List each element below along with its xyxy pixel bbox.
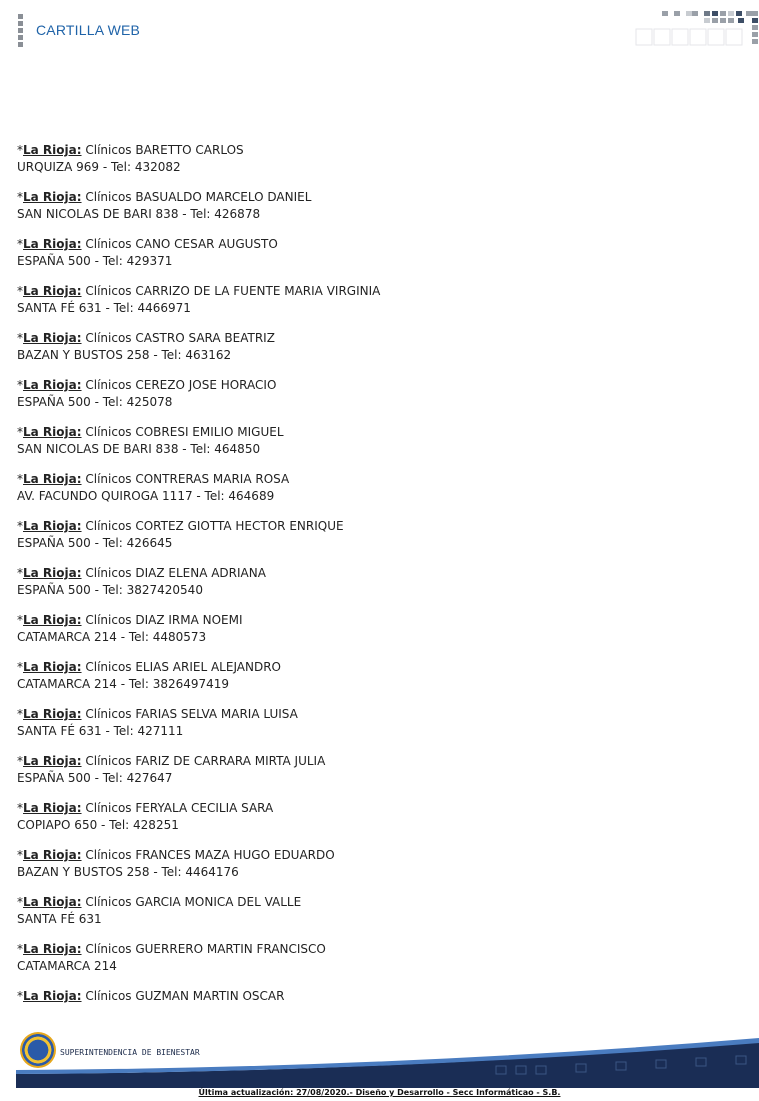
list-item	[17, 659, 737, 693]
entry-address: ESPAÑA 500 - Tel: 429371	[17, 254, 173, 268]
footer-org-name: SUPERINTENDENCIA DE BIENESTAR	[60, 1048, 200, 1057]
entry-address: BAZAN Y BUSTOS 258 - Tel: 4464176	[17, 865, 239, 879]
header-bar-icon	[18, 14, 23, 47]
entry-location: La Rioja:	[23, 519, 82, 533]
entry-name: Clínicos CARRIZO DE LA FUENTE MARIA VIRGINIA	[85, 284, 381, 298]
list-item	[17, 377, 737, 411]
entry-address: ESPAÑA 500 - Tel: 426645	[17, 536, 173, 550]
entry-address: ESPAÑA 500 - Tel: 427647	[17, 771, 173, 785]
list-item	[17, 565, 737, 599]
entry-name: Clínicos CONTRERAS MARIA ROSA	[85, 472, 290, 486]
entry-address: SAN NICOLAS DE BARI 838 - Tel: 426878	[17, 207, 261, 221]
entry-location: La Rioja:	[23, 989, 82, 1003]
entry-title-line: *La Rioja: Clínicos CONTRERAS MARIA ROSA	[17, 472, 290, 486]
entry-name: Clínicos GUZMAN MARTIN OSCAR	[85, 989, 285, 1003]
superintendencia-logo-icon	[20, 1032, 56, 1068]
entry-address: CATAMARCA 214 - Tel: 3826497419	[17, 677, 230, 691]
entry-address: SAN NICOLAS DE BARI 838 - Tel: 464850	[17, 442, 261, 456]
list-item	[17, 518, 737, 552]
entry-location: La Rioja:	[23, 801, 82, 815]
entry-address: BAZAN Y BUSTOS 258 - Tel: 463162	[17, 348, 232, 362]
entry-location: La Rioja:	[23, 331, 82, 345]
entry-location: La Rioja:	[23, 143, 82, 157]
entry-address: AV. FACUNDO QUIROGA 1117 - Tel: 464689	[17, 489, 275, 503]
entry-name: Clínicos FERYALA CECILIA SARA	[85, 801, 274, 815]
entry-title-line: *La Rioja: Clínicos GARCIA MONICA DEL VALLE	[17, 895, 302, 909]
entry-address: CATAMARCA 214 - Tel: 4480573	[17, 630, 207, 644]
entry-name: Clínicos CEREZO JOSE HORACIO	[85, 378, 277, 392]
entry-address: SANTA FÉ 631	[17, 912, 102, 926]
entry-title-line: *La Rioja: Clínicos FARIAS SELVA MARIA LUISA	[17, 707, 298, 721]
entry-name: Clínicos DIAZ IRMA NOEMI	[85, 613, 243, 627]
list-item	[17, 471, 737, 505]
entry-location: La Rioja:	[23, 425, 82, 439]
entry-title-line: *La Rioja: Clínicos BARETTO CARLOS	[17, 143, 244, 157]
entry-name: Clínicos BARETTO CARLOS	[85, 143, 244, 157]
list-item	[17, 612, 737, 646]
list-item	[17, 142, 737, 176]
entry-title-line: *La Rioja: Clínicos FERYALA CECILIA SARA	[17, 801, 274, 815]
list-item	[17, 283, 737, 317]
entry-location: La Rioja:	[23, 378, 82, 392]
entry-location: La Rioja:	[23, 707, 82, 721]
entry-title-line: *La Rioja: Clínicos CORTEZ GIOTTA HECTOR ENRIQUE	[17, 519, 344, 533]
grid-decoration-icon	[634, 11, 759, 47]
entry-location: La Rioja:	[23, 190, 82, 204]
entry-title-line: *La Rioja: Clínicos CEREZO JOSE HORACIO	[17, 378, 277, 392]
entry-location: La Rioja:	[23, 472, 82, 486]
entry-title-line: *La Rioja: Clínicos CARRIZO DE LA FUENTE MARIA VIRGINIA	[17, 284, 381, 298]
entry-title-line: *La Rioja: Clínicos FARIZ DE CARRARA MIRTA JULIA	[17, 754, 326, 768]
entry-address: ESPAÑA 500 - Tel: 425078	[17, 395, 173, 409]
entry-address: COPIAPO 650 - Tel: 428251	[17, 818, 179, 832]
entry-name: Clínicos GARCIA MONICA DEL VALLE	[85, 895, 302, 909]
entry-name: Clínicos FARIAS SELVA MARIA LUISA	[85, 707, 298, 721]
entry-title-line: *La Rioja: Clínicos FRANCES MAZA HUGO EDUARDO	[17, 848, 335, 862]
entry-address: URQUIZA 969 - Tel: 432082	[17, 160, 181, 174]
entry-address: SANTA FÉ 631 - Tel: 4466971	[17, 301, 191, 315]
list-item	[17, 189, 737, 223]
entry-title-line: *La Rioja: Clínicos COBRESI EMILIO MIGUEL	[17, 425, 284, 439]
list-item	[17, 424, 737, 458]
entry-name: Clínicos FARIZ DE CARRARA MIRTA JULIA	[85, 754, 326, 768]
entry-title-line: *La Rioja: Clínicos GUZMAN MARTIN OSCAR	[17, 989, 285, 1003]
entry-location: La Rioja:	[23, 566, 82, 580]
entry-name: Clínicos GUERRERO MARTIN FRANCISCO	[85, 942, 326, 956]
entry-title-line: *La Rioja: Clínicos ELIAS ARIEL ALEJANDRO	[17, 660, 281, 674]
entry-title-line: *La Rioja: Clínicos DIAZ ELENA ADRIANA	[17, 566, 266, 580]
list-item	[17, 236, 737, 270]
entry-address: CATAMARCA 214	[17, 959, 117, 973]
list-item	[17, 753, 737, 787]
entry-location: La Rioja:	[23, 613, 82, 627]
entry-address: ESPAÑA 500 - Tel: 3827420540	[17, 583, 203, 597]
entry-name: Clínicos ELIAS ARIEL ALEJANDRO	[85, 660, 281, 674]
entry-location: La Rioja:	[23, 660, 82, 674]
entry-location: La Rioja:	[23, 237, 82, 251]
entry-title-line: *La Rioja: Clínicos CASTRO SARA BEATRIZ	[17, 331, 275, 345]
entry-location: La Rioja:	[23, 942, 82, 956]
list-item	[17, 847, 737, 881]
entry-name: Clínicos BASUALDO MARCELO DANIEL	[85, 190, 312, 204]
entry-address: SANTA FÉ 631 - Tel: 427111	[17, 724, 184, 738]
list-item	[17, 894, 737, 928]
entry-title-line: *La Rioja: Clínicos DIAZ IRMA NOEMI	[17, 613, 243, 627]
footer-wave-band	[16, 1038, 759, 1088]
list-item	[17, 988, 737, 1005]
entry-name: Clínicos FRANCES MAZA HUGO EDUARDO	[85, 848, 335, 862]
entry-location: La Rioja:	[23, 848, 82, 862]
entry-name: Clínicos COBRESI EMILIO MIGUEL	[85, 425, 284, 439]
page-title: CARTILLA WEB	[36, 22, 141, 38]
entry-name: Clínicos CANO CESAR AUGUSTO	[85, 237, 278, 251]
entry-name: Clínicos DIAZ ELENA ADRIANA	[85, 566, 266, 580]
list-item	[17, 706, 737, 740]
list-item	[17, 941, 737, 975]
entry-list	[17, 142, 737, 1018]
entry-title-line: *La Rioja: Clínicos BASUALDO MARCELO DANIEL	[17, 190, 312, 204]
entry-title-line: *La Rioja: Clínicos CANO CESAR AUGUSTO	[17, 237, 278, 251]
list-item	[17, 800, 737, 834]
entry-title-line: *La Rioja: Clínicos GUERRERO MARTIN FRANCISCO	[17, 942, 326, 956]
entry-name: Clínicos CASTRO SARA BEATRIZ	[85, 331, 275, 345]
entry-location: La Rioja:	[23, 754, 82, 768]
entry-name: Clínicos CORTEZ GIOTTA HECTOR ENRIQUE	[85, 519, 344, 533]
list-item	[17, 330, 737, 364]
footer-update-line: Última actualización: 27/08/2020.- Diseño y Desarrollo - Secc Informáticao - S.B.	[198, 1088, 561, 1097]
entry-location: La Rioja:	[23, 284, 82, 298]
entry-location: La Rioja:	[23, 895, 82, 909]
